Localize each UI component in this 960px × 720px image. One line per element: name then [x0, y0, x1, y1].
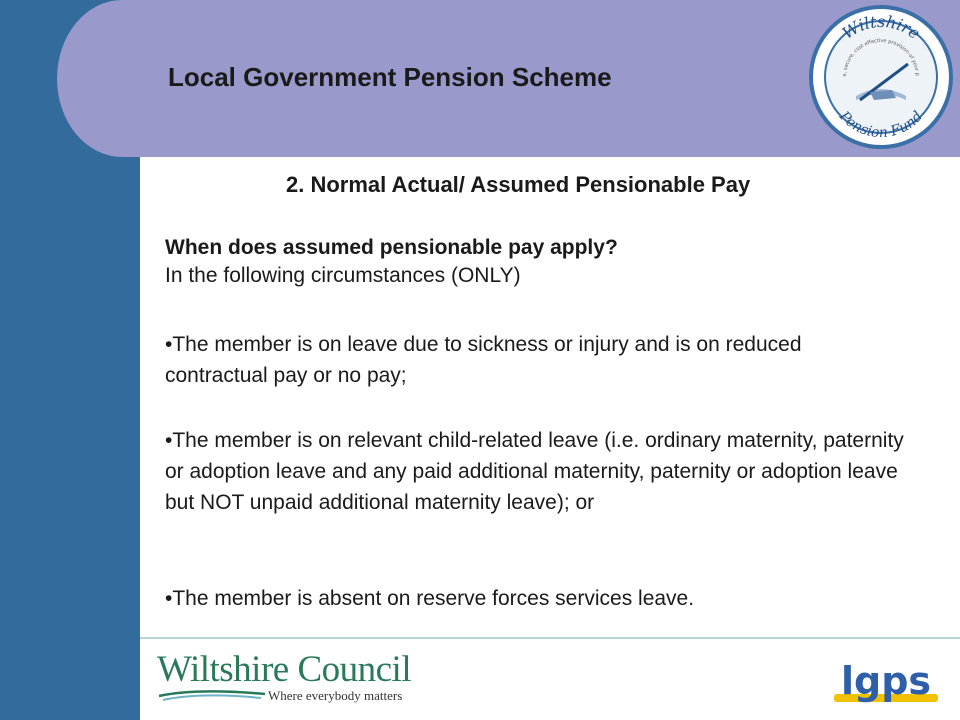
content-panel: [140, 157, 960, 637]
section-title: 2. Normal Actual/ Assumed Pensionable Pay: [286, 172, 751, 197]
lgps-logo-text: lgps: [840, 660, 932, 703]
page-title: Local Government Pension Scheme: [168, 62, 612, 92]
bullet-item: •The member is on leave due to sickness or injury and is on reduced contractual pay or no pay;: [165, 333, 802, 387]
wiltshire-pension-fund-seal: [808, 4, 954, 150]
council-tagline: Where everybody matters: [268, 688, 403, 703]
bullet-item: •The member is absent on reserve forces services leave.: [165, 587, 695, 610]
seal-top-text: Wiltshire: [838, 11, 924, 44]
seal-bottom-text: Pension Fund: [836, 108, 926, 142]
wiltshire-council-swoosh-icon: [157, 686, 267, 702]
intro-text: In the following circumstances (ONLY): [165, 264, 521, 287]
wiltshire-council-logo-text: Wiltshire Council: [157, 649, 412, 690]
lgps-logo: [832, 660, 942, 710]
bullet-item: •The member is on relevant child-related leave (i.e. ordinary maternity, paternity or adoption leave and any paid additional maternity, paternity or adoption leave but NOT unpaid additional maternity leave); or: [165, 429, 904, 514]
seal-inner-text: e, secure, cost effective provision of your p: [841, 37, 921, 77]
question-heading: When does assumed pensionable pay apply?: [165, 236, 618, 259]
